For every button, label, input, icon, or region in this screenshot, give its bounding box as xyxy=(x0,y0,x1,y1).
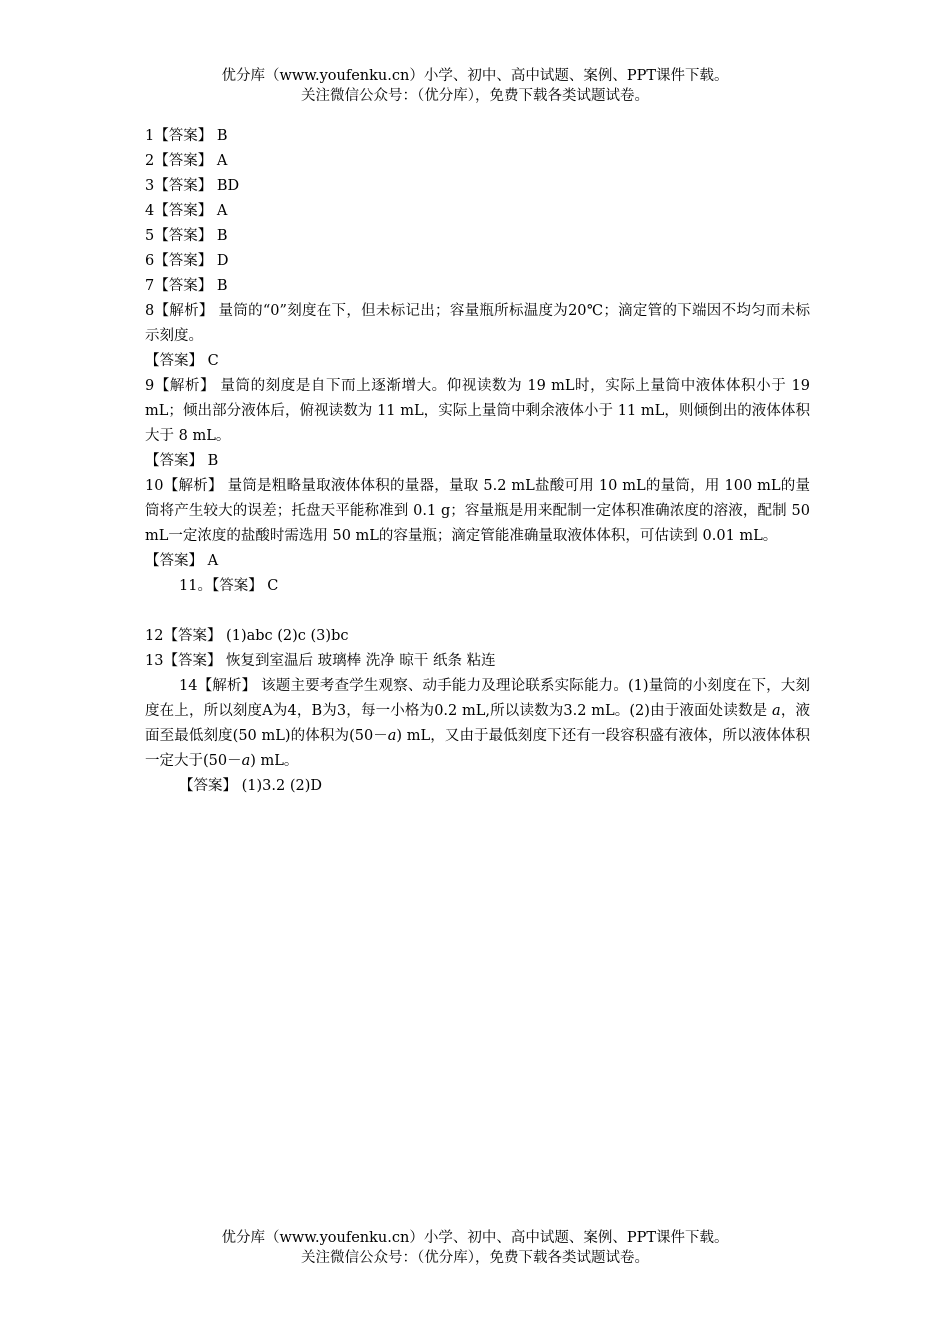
answer-key xyxy=(145,124,810,799)
variable-a: a xyxy=(241,753,251,769)
analysis-8: 8【解析】 量筒的“0”刻度在下，但未标记出；容量瓶所标温度为20℃；滴定管的下端因不均匀而未标示刻度。 xyxy=(145,303,810,344)
answer-6: 6【答案】 D xyxy=(145,253,229,269)
analysis-14 xyxy=(145,674,810,774)
variable-a: a xyxy=(772,703,781,719)
answer-5: 5【答案】 B xyxy=(145,228,228,244)
answer-13: 13【答案】 恢复到室温后 玻璃棒 洗净 晾干 纸条 粘连 xyxy=(145,653,496,669)
page-footer xyxy=(0,1228,950,1268)
answer-9: 【答案】 B xyxy=(145,453,219,469)
variable-a: a xyxy=(387,728,397,744)
answer-12: 12【答案】 (1)abc (2)c (3)bc xyxy=(145,628,349,644)
answer-1: 1【答案】 B xyxy=(145,128,228,144)
analysis-14-part-b: ，液面至最低刻度(50 mL)的体积为(50－ xyxy=(145,703,811,744)
answer-3: 3【答案】 BD xyxy=(145,178,240,194)
analysis-14-part-c: ) mL，又由于最低刻度下还有一段容积盛有液体，所以液体体积一定大于(50－ xyxy=(145,728,810,769)
footer-line-2: 关注微信公众号：（优分库），免费下载各类试题试卷。 xyxy=(301,1250,649,1266)
footer-line-1: 优分库（www.youfenku.cn）小学、初中、高中试题、案例、PPT课件下载。 xyxy=(221,1230,729,1246)
spacer xyxy=(145,599,810,624)
analysis-14-part-a: 14【解析】 该题主要考查学生观察、动手能力及理论联系实际能力。(1)量筒的小刻度在下，大刻度在上，所以刻度A为4，B为3，每一小格为0.2 mL,所以读数为3.2 mL。(2)由于液面处读数是 xyxy=(145,678,810,719)
analysis-14-part-d: ) mL。 xyxy=(250,753,299,769)
header-line-1: 优分库（www.youfenku.cn）小学、初中、高中试题、案例、PPT课件下载。 xyxy=(221,68,729,84)
answer-11: 11。【答案】 C xyxy=(179,578,279,594)
answer-10: 【答案】 A xyxy=(145,553,219,569)
analysis-9: 9【解析】 量筒的刻度是自下而上逐渐增大。仰视读数为 19 mL时，实际上量筒中液体体积小于 19 mL；倾出部分液体后，俯视读数为 11 mL，实际上量筒中剩余液体小于 11 mL，则倾倒出的液体体积大于 8 mL。 xyxy=(145,378,810,444)
page-header xyxy=(0,66,950,106)
answer-14: 【答案】 (1)3.2 (2)D xyxy=(179,778,322,794)
answer-8: 【答案】 C xyxy=(145,353,219,369)
answer-7: 7【答案】 B xyxy=(145,278,228,294)
answer-2: 2【答案】 A xyxy=(145,153,228,169)
header-line-2: 关注微信公众号：（优分库），免费下载各类试题试卷。 xyxy=(301,88,649,104)
analysis-10: 10【解析】 量筒是粗略量取液体体积的量器，量取 5.2 mL盐酸可用 10 mL的量筒，用 100 mL的量筒将产生较大的误差；托盘天平能称准到 0.1 g；容量瓶是用来配制一定体积准确浓度的溶液，配制 50 mL一定浓度的盐酸时需选用 50 mL的容量瓶；滴定管能准确量取液体体积，可估读到 0.01 mL。 xyxy=(145,478,810,544)
answer-4: 4【答案】 A xyxy=(145,203,228,219)
